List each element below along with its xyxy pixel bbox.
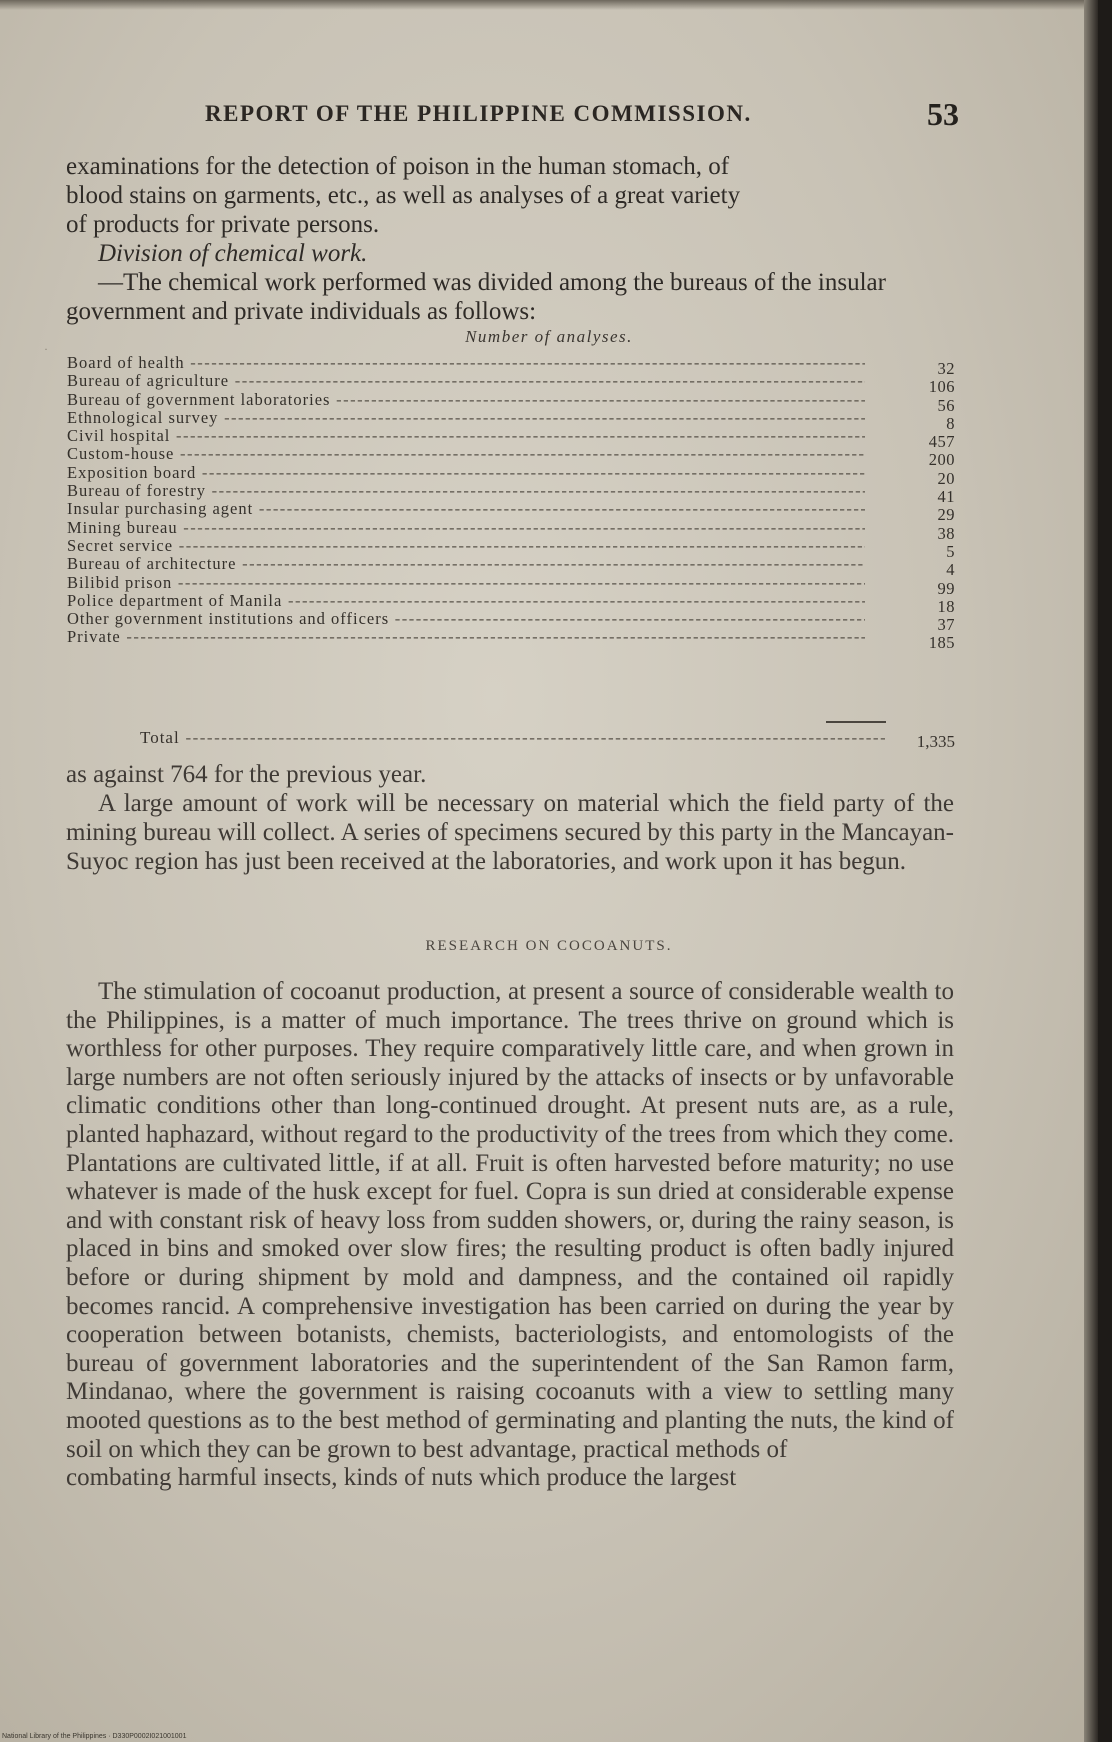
- row-label: Other government institutions and officers -----: [67, 610, 865, 628]
- paragraph-text: The stimulation of cocoanut production, at present a source of considerable wealth to the Philippines, is a matter of much importance. The trees thrive on ground which is worthless for other purposes. They require comparatively little care, and when grown in large numbers are not often seriously injured by the attacks of insects or by unfavorable climatic conditions other than long-continued drought. At present nuts are, as a rule, planted haphazard, without regard to the productivity of the trees from which they come. Plantations are cultivated little, if at all. Fruit is often harvested before maturity; no use whatever is made of the husk except for fuel. Copra is sun dried at considerable expense and with constant risk of heavy loss from sudden showers, or, during the rainy season, is placed in bins and smoked over slow fires; the resulting product is often badly injured before or during shipment by mold and dampness, and the contained oil rapidly becomes rancid. A comprehensive investigation has been carried on during the year by cooperation between botanists, chemists, bacteriologists, and entomologists of the bureau of government laboratories and the superintendent of the San Ramon farm, Mindanao, where the government is raising cocoanuts with a view to settling many mooted questions as to the best method of germinating and planting the nuts, the kind of soil on which they can be grown to best advantage, practical methods of: [66, 978, 954, 1463]
- paragraph-mining: [66, 760, 954, 876]
- row-value: 99: [937, 578, 955, 598]
- table-row: [67, 354, 955, 378]
- row-value: 18: [937, 596, 955, 616]
- total-row: [140, 728, 955, 751]
- row-label: Bureau of government laboratories -----: [67, 391, 865, 409]
- row-value: 5: [946, 541, 955, 561]
- row-label: Ethnological survey -----: [67, 409, 865, 427]
- paragraph-line: of products for private persons.: [66, 211, 380, 238]
- row-label: Exposition board -----: [67, 464, 865, 482]
- section-heading: RESEARCH ON COCOANUTS.: [425, 938, 673, 954]
- table-row: [67, 591, 955, 616]
- table-row: [67, 573, 955, 598]
- table-row: [67, 427, 955, 452]
- division-text: —The chemical work performed was divided among the bureaus of the insular government and private individuals as follows:: [66, 269, 886, 325]
- table-row: [67, 445, 955, 470]
- total-value: 1,335: [916, 732, 955, 751]
- row-label: Bureau of forestry -----: [67, 482, 865, 500]
- row-value: 185: [928, 633, 955, 653]
- paragraph-line: as against 764 for the previous year.: [66, 761, 427, 788]
- row-value: 38: [937, 523, 955, 543]
- table-caption: Number of analyses.: [465, 327, 633, 346]
- division-heading: Division of chemical work.: [98, 240, 368, 267]
- row-value: 41: [937, 487, 955, 507]
- table-row: [67, 390, 955, 415]
- row-value: 457: [928, 432, 955, 452]
- page-number: 53: [927, 96, 959, 132]
- row-value: 106: [928, 377, 955, 397]
- row-label: Bureau of architecture -----: [67, 555, 865, 573]
- row-value: 20: [937, 468, 955, 488]
- table-row: [67, 610, 955, 635]
- paragraph-line: combating harmful insects, kinds of nuts which produce the largest: [66, 1464, 737, 1492]
- paragraph-text: A large amount of work will be necessary on material which the field party of the mining bureau will collect. A series of specimens secured by this party in the Mancayan-Suyoc region has just been received at the laboratories, and work upon it has begun.: [66, 790, 954, 875]
- table-row: [67, 372, 955, 397]
- analyses-table: [67, 354, 955, 653]
- paragraph-line: blood stains on garments, etc., as well as analyses of a great variety: [66, 182, 741, 209]
- library-stamp: National Library of the Philippines · D330P0002I021001001: [2, 1733, 187, 1740]
- row-value: 200: [928, 450, 955, 470]
- division-paragraph: [66, 239, 954, 326]
- table-row: [67, 463, 955, 488]
- paragraph-cocoanuts: [66, 978, 954, 1493]
- running-head: REPORT OF THE PHILIPPINE COMMISSION.: [205, 101, 752, 126]
- paragraph-intro: [66, 152, 954, 326]
- row-label: Secret service -----: [67, 537, 865, 555]
- row-label: Custom-house -----: [67, 445, 865, 463]
- scan-artifact: ·: [44, 342, 48, 356]
- paragraph-line: examinations for the detection of poison in the human stomach, of: [66, 153, 730, 180]
- row-label: Bilibid prison -----: [67, 574, 865, 592]
- row-value: 56: [937, 395, 955, 415]
- row-label: Bureau of agriculture -----: [67, 372, 865, 390]
- table-row: [67, 518, 955, 543]
- row-value: 4: [946, 560, 955, 580]
- table-row: [67, 482, 955, 507]
- page-right-edge: [1084, 0, 1098, 1742]
- row-value: 37: [937, 615, 955, 635]
- total-rule: [826, 721, 886, 723]
- table-row: [67, 408, 955, 433]
- table-row: [67, 628, 955, 653]
- total-label: Total -----: [140, 728, 885, 748]
- row-label: Mining bureau -----: [67, 519, 865, 537]
- row-value: 32: [937, 359, 955, 378]
- row-label: Police department of Manila -----: [67, 592, 865, 610]
- row-label: Insular purchasing agent -----: [67, 500, 865, 518]
- row-label: Civil hospital -----: [67, 427, 865, 445]
- table-row: [67, 555, 955, 580]
- table-row: [67, 500, 955, 525]
- page-top-shadow: [0, 0, 1098, 10]
- row-label: Board of health -----: [67, 354, 865, 372]
- row-label: Private -----: [67, 628, 865, 646]
- row-value: 8: [946, 413, 955, 433]
- row-value: 29: [937, 505, 955, 525]
- table-row: [67, 536, 955, 561]
